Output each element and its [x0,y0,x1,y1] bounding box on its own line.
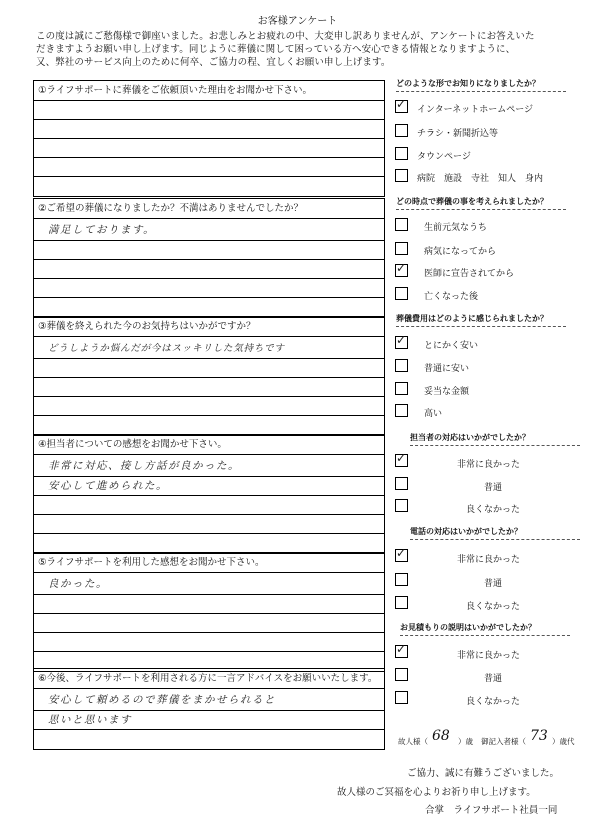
option-label: 亡くなった後 [424,292,479,302]
answer-line[interactable] [34,515,384,534]
checkbox-expensive[interactable] [395,404,408,417]
option-label: チラシ・新聞折込等 [417,129,499,139]
option-label: 生前元気なうち [424,223,488,233]
answer-line[interactable] [34,416,384,435]
checkbox-ill[interactable] [395,242,408,255]
checkbox-phone-normal[interactable] [395,573,408,586]
check-mark-icon: ✓ [396,97,407,111]
checkbox-staff-normal[interactable] [395,477,408,490]
check-mark-icon: ✓ [396,333,407,347]
thanks-text: ご協力、誠に有難うございました。 [407,768,560,779]
respondent-age-unit: ）歳代 [552,737,575,746]
section-title: 電話の対応はいかがでしたか？ [410,526,580,540]
answer-line[interactable]: 非常に対応、接し方話が良かった。 [34,455,384,477]
option-label: 普通に安い [424,364,470,374]
option-label: 普通 [484,674,503,684]
intro-text [36,30,566,69]
checkbox-flyer[interactable] [395,124,408,137]
checkbox-healthy[interactable] [395,218,408,231]
answer-line[interactable] [34,359,384,378]
section-title: お見積もりの説明はいかがでしたか？ [400,622,570,636]
answer-line[interactable] [34,101,384,120]
answer-line[interactable] [34,139,384,158]
answer-line[interactable] [34,730,384,749]
section-timing [396,196,566,210]
intro-line-2: だきますようお願い申し上げます。同じように葬儀に関して困っている方へ安心できる情報となりますように、 [36,44,516,55]
option-label: 普通 [484,579,503,589]
intro-line-1: この度は誠にご愁傷様で御座いました。お悲しみとお疲れの中、大変申し訳ありませんが、アンケートにお答えいた [36,31,535,42]
answer-line[interactable] [34,595,384,614]
question-4-box [33,434,385,554]
page-title: お客様アンケート [257,16,338,27]
answer-line[interactable] [34,298,384,317]
check-mark-icon: ✓ [396,546,407,560]
section-title: 葬儀費用はどのように感じられましたか？ [396,313,566,327]
option-label: 良くなかった [466,697,521,707]
answer-line[interactable] [34,120,384,139]
section-staff [410,432,580,446]
question-4-label: ④担当者についての感想をお聞かせ下さい。 [34,435,384,455]
answer-line[interactable] [34,633,384,652]
answer-line[interactable] [34,534,384,553]
deceased-age-label: 故人様（ [398,737,428,746]
answer-line[interactable]: 良かった。 [34,573,384,595]
answer-line[interactable]: 安心して頼めるので葬儀をまかせられると [34,689,384,711]
answer-line[interactable] [34,279,384,298]
answer-line[interactable] [34,397,384,416]
question-1-box [33,80,385,197]
checkbox-cheap[interactable] [395,359,408,372]
checkbox-townpage[interactable] [395,147,408,160]
checkbox-staff-bad[interactable] [395,499,408,512]
checkbox-referral[interactable] [395,169,408,182]
question-1-label: ①ライフサポートに葬儀をご依頼頂いた理由をお聞かせ下さい。 [34,81,384,101]
signature-text: 合掌 ライフサポート社員一同 [425,805,558,816]
answer-line[interactable] [34,378,384,397]
question-2-label: ②ご希望の葬儀になりましたか？不満はありませんでしたか？ [34,199,384,219]
condolence-text: 故人様のご冥福を心よりお祈り申し上げます。 [337,787,536,798]
answer-line[interactable]: どうしようか悩んだが今はスッキリした気持ちです [34,337,384,359]
answer-line[interactable] [34,614,384,633]
option-label: 病院 施設 寺社 知人 身内 [417,174,544,184]
option-label: 非常に良かった [457,555,521,565]
question-6-label: ⑥今後、ライフサポートを利用される方に一言アドバイスをお願いいたします。 [34,669,384,689]
question-5-label: ⑤ライフサポートを利用した感想をお聞かせ下さい。 [34,553,384,573]
checkbox-estimate-bad[interactable] [395,691,408,704]
section-title: どの時点で葬儀の事を考えられましたか？ [396,196,566,210]
question-3-label: ③葬儀を終えられた今のお気持ちはいかがですか？ [34,317,384,337]
answer-line[interactable]: 満足しております。 [34,219,384,241]
answer-line[interactable] [34,260,384,279]
question-3-box [33,316,385,436]
option-label: とにかく安い [424,341,479,351]
section-title: どのような形でお知りになりましたか？ [396,78,566,92]
option-label: 非常に良かった [457,651,521,661]
answer-line[interactable] [34,241,384,260]
option-label: タウンページ [417,152,471,162]
question-2-box [33,198,385,318]
answer-line[interactable]: 思いと思います [34,711,384,730]
question-6-box [33,668,385,750]
option-label: インターネットホームページ [417,105,534,115]
intro-line-3: 又、弊社のサービス向上のために何卒、ご協力の程、宜しくお願い申し上げます。 [36,57,391,68]
respondent-age-label: 御記入者様（ [481,737,526,746]
section-title: 担当者の対応はいかがでしたか？ [410,432,580,446]
section-how-known [396,78,566,92]
option-label: 良くなかった [466,602,521,612]
answer-line[interactable]: 安心して進められた。 [34,477,384,496]
answer-line[interactable] [34,177,384,196]
deceased-age-unit: ）歳 [458,737,473,746]
respondent-age-value[interactable]: 73 [530,728,548,744]
check-mark-icon: ✓ [396,642,407,656]
option-label: 良くなかった [466,505,521,515]
option-label: 普通 [484,483,503,493]
checkbox-phone-bad[interactable] [395,596,408,609]
check-mark-icon: ✓ [396,451,407,465]
option-label: 病気になってから [424,247,497,257]
deceased-age-value[interactable]: 68 [432,728,450,744]
option-label: 非常に良かった [457,460,521,470]
question-5-box [33,552,385,672]
section-phone [410,526,580,540]
option-label: 医師に宣告されてから [424,269,515,279]
section-cost [396,313,566,327]
checkbox-estimate-normal[interactable] [395,668,408,681]
answer-line[interactable] [34,158,384,177]
option-label: 高い [424,409,443,419]
option-label: 妥当な金額 [424,387,470,397]
checkbox-reasonable[interactable] [395,382,408,395]
check-mark-icon: ✓ [396,261,407,275]
checkbox-after-death[interactable] [395,287,408,300]
section-estimate [400,622,570,636]
answer-line[interactable] [34,496,384,515]
